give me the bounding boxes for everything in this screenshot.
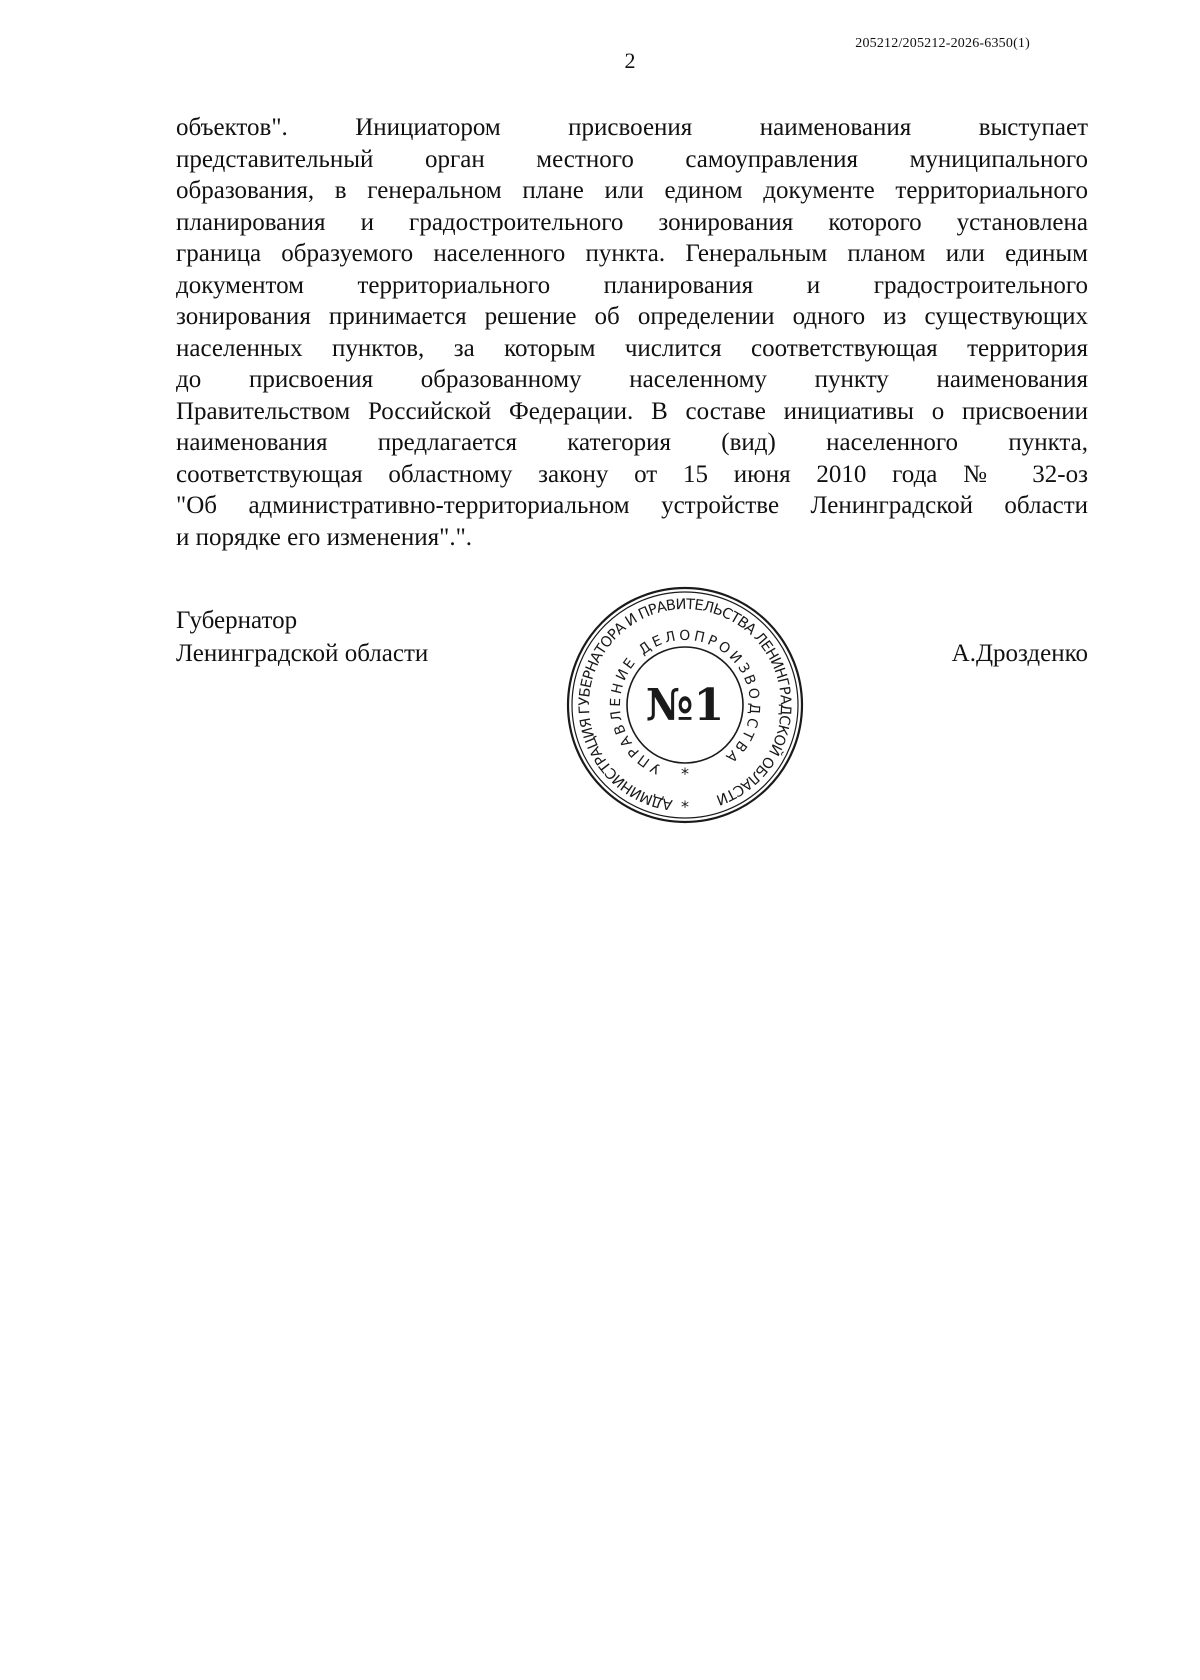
body-line: "Об административно-территориальном устройстве Ленинградской области <box>176 492 1088 519</box>
body-line: документом территориального планирования и градостроительного <box>176 271 1088 299</box>
seal-outer-textpath: АДМИНИСТРАЦИЯ ГУБЕРНАТОРА И ПРАВИТЕЛЬСТВА ЛЕНИНГРАДСКОЙ ОБЛАСТИ <box>576 596 794 813</box>
body-text <box>176 112 1088 553</box>
signature-title-line2: Ленинградской области <box>176 640 429 667</box>
body-line: зонирования принимается решение об определении одного из существующих <box>176 303 1088 330</box>
body-line: образования, в генеральном плане или едином документе территориального <box>176 177 1088 204</box>
signature-name: А.Дрозденко <box>951 640 1088 667</box>
signature-title-line1: Губернатор <box>176 607 298 634</box>
seal-star-inner: * <box>681 764 689 783</box>
seal-graphic <box>564 584 806 826</box>
body-line: и порядке его изменения".". <box>176 523 473 551</box>
body-line: представительный орган местного самоуправления муниципального <box>176 145 1088 173</box>
body-line: населенных пунктов, за которым числится соответствующая территория <box>176 334 1088 362</box>
body-line: соответствующая областному закону от 15 июня 2010 года № 32-оз <box>176 460 1088 488</box>
body-line: планирования и градостроительного зонирования которого установлена <box>176 208 1088 236</box>
page-number: 2 <box>624 48 636 73</box>
seal-inner-textpath: УПРАВЛЕНИЕ ДЕЛОПРОИЗВОДСТВА <box>607 627 763 777</box>
body-line: наименования предлагается категория (вид) населенного пункта, <box>176 429 1088 456</box>
seal-number: №1 <box>645 680 725 731</box>
signature-title <box>176 604 428 670</box>
body-line: граница образуемого населенного пункта. Генеральным планом или единым <box>176 240 1088 267</box>
document-id: 205212/205212-2026-6350(1) <box>855 36 1030 51</box>
seal-star-outer: * <box>681 797 689 816</box>
body-line: объектов". Инициатором присвоения наименования выступает <box>176 114 1088 141</box>
official-seal <box>564 584 806 826</box>
body-line: Правительством Российской Федерации. В составе инициативы о присвоении <box>176 397 1088 425</box>
body-line: до присвоения образованному населенному пункту наименования <box>176 366 1088 393</box>
